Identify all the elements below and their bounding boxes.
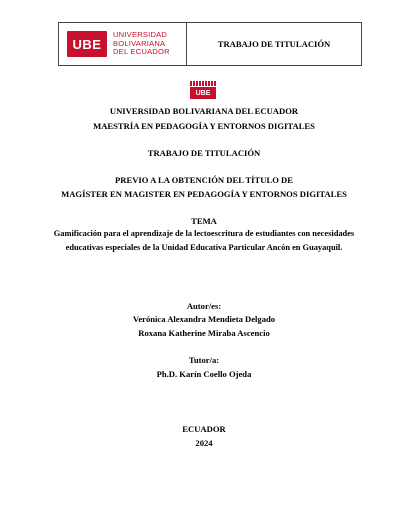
author-1: Verónica Alexandra Mendieta Delgado xyxy=(132,314,276,324)
university-logo-line-1: UNIVERSIDAD xyxy=(113,30,168,40)
university-logo-text xyxy=(113,31,170,57)
authors-label: Autor/es: xyxy=(186,301,222,311)
university-logo-line-3: DEL ECUADOR xyxy=(113,47,170,57)
tutor-label: Tutor/a: xyxy=(188,355,220,365)
topic-label: TEMA xyxy=(191,216,217,226)
topic-line-1: Gamificación para el aprendizaje de la lectoescritura de estudiantes con necesidades xyxy=(53,229,355,238)
topic-line-2: educativas especiales de la Unidad Educativa Particular Ancón en Guayaquil. xyxy=(65,243,343,252)
tutor-name: Ph.D. Karín Coello Ojeda xyxy=(156,369,252,379)
degree-line-1: PREVIO A LA OBTENCIÓN DEL TÍTULO DE xyxy=(115,175,293,185)
ube-logo: UBE xyxy=(67,31,107,57)
header-table xyxy=(58,22,362,66)
program-name: MAESTRÍA EN PEDAGOGÍA Y ENTORNOS DIGITALES xyxy=(93,121,315,131)
center-logo-badge: UBE xyxy=(190,87,216,99)
university-logo-line-2: BOLIVARIANA xyxy=(113,38,166,48)
work-type: TRABAJO DE TITULACIÓN xyxy=(147,148,261,158)
header-logo-cell xyxy=(59,23,187,65)
author-2: Roxana Katherine Miraba Ascencio xyxy=(138,328,270,338)
university-name: UNIVERSIDAD BOLIVARIANA DEL ECUADOR xyxy=(109,106,299,116)
header-title: TRABAJO DE TITULACIÓN xyxy=(217,39,331,49)
logo-stripes xyxy=(190,81,216,86)
degree-line-2: MAGÍSTER EN MAGISTER EN PEDAGOGÍA Y ENTORNOS DIGITALES xyxy=(61,189,347,199)
year: 2024 xyxy=(195,438,213,448)
country: ECUADOR xyxy=(182,424,226,434)
center-logo xyxy=(186,81,220,101)
